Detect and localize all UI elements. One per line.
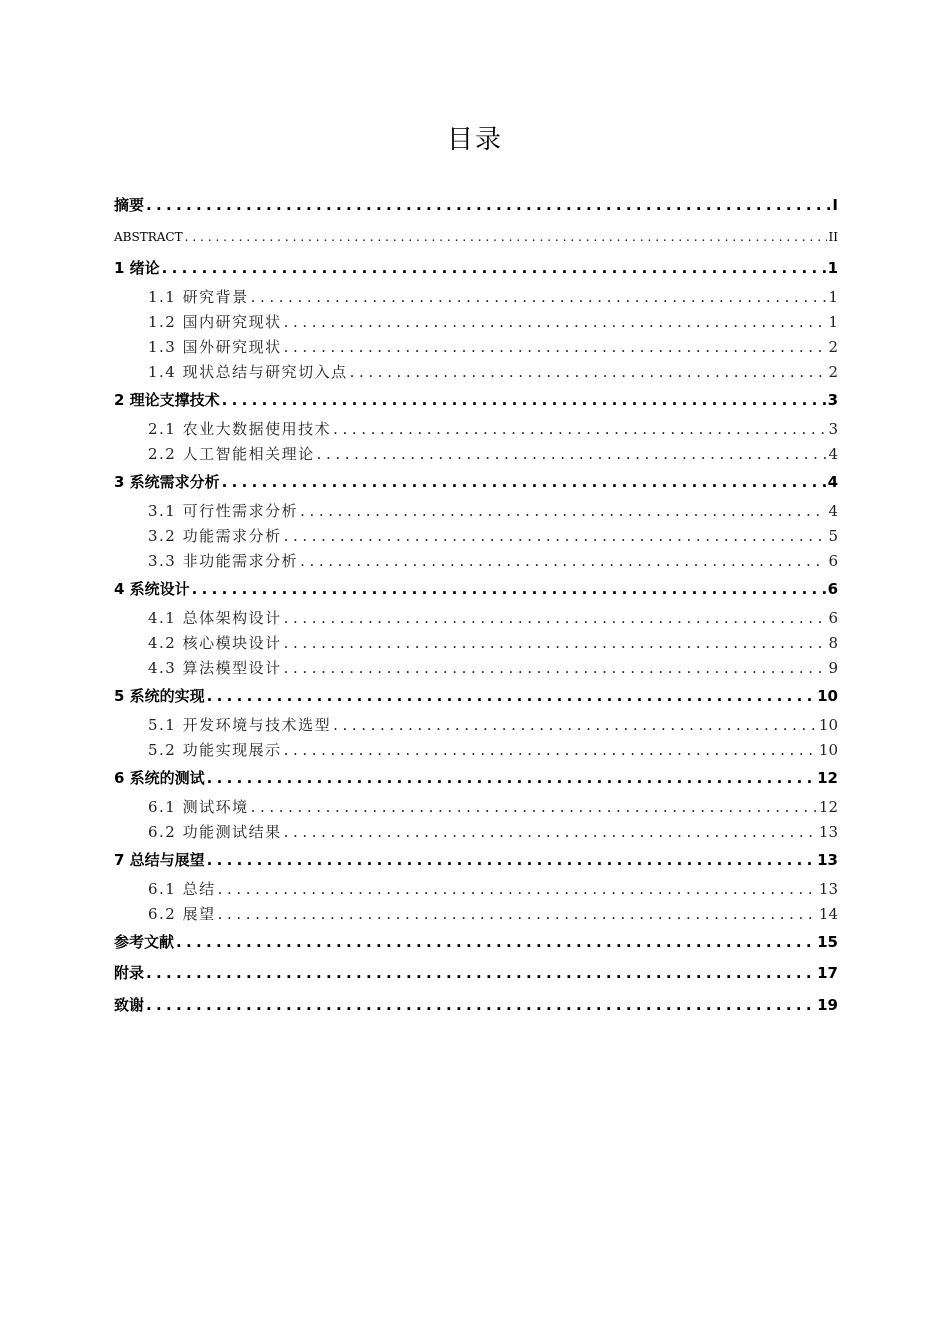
toc-subsection-entry[interactable] <box>114 285 838 310</box>
toc-subsection-entry[interactable] <box>114 442 838 467</box>
toc-subsection-entry[interactable] <box>114 524 838 549</box>
toc-page-number: 4 <box>828 444 838 463</box>
toc-dot-leader <box>284 606 827 631</box>
toc-dot-leader <box>192 574 826 606</box>
toc-page-number: 3 <box>828 419 838 438</box>
toc-page-number: 4 <box>827 473 838 492</box>
toc-page-number: 1 <box>828 312 838 331</box>
toc-page-number: 19 <box>817 995 838 1014</box>
toc-subsection-entry[interactable] <box>114 335 838 360</box>
toc-section-entry[interactable] <box>114 763 838 795</box>
toc-dot-leader <box>146 190 830 222</box>
toc-dot-leader <box>222 385 826 417</box>
toc-entry-label: 5.2 功能实现展示 <box>148 740 282 759</box>
toc-subsection-entry[interactable] <box>114 656 838 681</box>
toc-subsection-entry[interactable] <box>114 713 838 738</box>
toc-dot-leader <box>218 877 817 902</box>
toc-subsection-entry[interactable] <box>114 902 838 927</box>
toc-subsection-entry[interactable] <box>114 820 838 845</box>
toc-entry-label: 3.3 非功能需求分析 <box>148 552 299 570</box>
toc-page-number: 9 <box>828 659 838 678</box>
toc-dot-leader <box>350 360 827 385</box>
toc-dot-leader <box>284 656 827 681</box>
toc-subsection-entry[interactable] <box>114 310 838 335</box>
toc-subsection-entry[interactable] <box>114 738 838 763</box>
toc-entry-label: 6 系统的测试 <box>114 769 205 788</box>
toc-page-number: 12 <box>817 769 838 788</box>
toc-dot-leader <box>185 222 827 254</box>
toc-entry-label: 3.1 可行性需求分析 <box>148 501 299 520</box>
toc-entry-label: 4.2 核心模块设计 <box>148 633 282 652</box>
table-of-contents <box>114 190 838 1021</box>
toc-entry-label: 6.1 测试环境 <box>148 797 249 816</box>
toc-section-entry[interactable] <box>114 927 838 959</box>
toc-entry-label: 3.2 功能需求分析 <box>148 526 282 545</box>
toc-entry-label: 6.2 功能测试结果 <box>148 822 282 841</box>
toc-section-entry[interactable] <box>114 958 838 990</box>
toc-page-number: 13 <box>818 822 838 841</box>
toc-entry-label: 摘要 <box>114 196 145 214</box>
toc-entry-label: 4.1 总体架构设计 <box>148 608 282 627</box>
toc-page-number: 13 <box>818 879 838 898</box>
toc-page-number: 15 <box>817 932 838 951</box>
toc-page-number: 14 <box>818 904 838 923</box>
toc-dot-leader <box>333 713 817 738</box>
toc-subsection-entry[interactable] <box>114 795 838 820</box>
toc-dot-leader <box>284 631 827 656</box>
toc-page-number: 17 <box>817 964 838 983</box>
toc-section-entry[interactable] <box>114 845 838 877</box>
toc-subsection-entry[interactable] <box>114 606 838 631</box>
page-title: 目录 <box>446 125 503 155</box>
toc-entry-label: 2.1 农业大数据使用技术 <box>148 419 332 438</box>
toc-dot-leader <box>207 763 815 795</box>
toc-entry-label: 1.3 国外研究现状 <box>148 337 282 356</box>
toc-dot-leader <box>207 681 815 713</box>
toc-dot-leader <box>333 417 826 442</box>
toc-page-number: 6 <box>827 580 838 599</box>
toc-entry-label: 7 总结与展望 <box>114 851 205 869</box>
toc-page-number: 10 <box>818 715 838 734</box>
toc-entry-label: 2 理论支撑技术 <box>114 391 220 410</box>
toc-entry-label: 1.4 现状总结与研究切入点 <box>148 363 348 382</box>
toc-section-entry[interactable] <box>114 253 838 285</box>
toc-page-number: 6 <box>828 552 838 570</box>
toc-dot-leader <box>284 820 817 845</box>
toc-subsection-entry[interactable] <box>114 877 838 902</box>
toc-dot-leader <box>284 310 827 335</box>
toc-entry-label: 6.2 展望 <box>148 904 216 923</box>
toc-dot-leader <box>284 524 827 549</box>
toc-entry-label: 参考文献 <box>114 932 175 951</box>
toc-entry-label: 1 绪论 <box>114 259 160 277</box>
toc-dot-leader <box>207 845 815 877</box>
toc-entry-label: 5 系统的实现 <box>114 687 205 706</box>
toc-page-number: 2 <box>828 363 838 382</box>
toc-entry-label: ABSTRACT <box>114 229 183 244</box>
toc-subsection-entry[interactable] <box>114 499 838 524</box>
toc-dot-leader <box>317 442 827 467</box>
toc-entry-label: 1.1 研究背景 <box>148 287 249 306</box>
toc-dot-leader <box>251 795 817 820</box>
toc-page-number: 6 <box>828 608 838 627</box>
toc-page-number: 10 <box>818 740 838 759</box>
toc-entry-label: 1.2 国内研究现状 <box>148 312 282 331</box>
toc-section-entry[interactable] <box>114 467 838 499</box>
toc-dot-leader <box>251 285 827 310</box>
toc-dot-leader <box>284 335 827 360</box>
toc-section-entry[interactable] <box>114 385 838 417</box>
toc-entry-label: 致谢 <box>114 995 145 1014</box>
toc-page-number: I <box>832 196 838 214</box>
toc-subsection-entry[interactable] <box>114 360 838 385</box>
toc-page-number: 2 <box>828 337 838 356</box>
toc-dot-leader <box>284 738 817 763</box>
toc-section-entry[interactable] <box>114 574 838 606</box>
toc-section-entry[interactable] <box>114 990 838 1022</box>
toc-page-number: 12 <box>818 797 838 816</box>
toc-entry-label: 5.1 开发环境与技术选型 <box>148 715 332 734</box>
toc-section-entry[interactable] <box>114 222 838 254</box>
toc-dot-leader <box>146 990 815 1022</box>
toc-subsection-entry[interactable] <box>114 549 838 574</box>
toc-dot-leader <box>218 902 817 927</box>
toc-entry-label: 附录 <box>114 964 145 983</box>
toc-entry-label: 3 系统需求分析 <box>114 473 220 492</box>
toc-dot-leader <box>300 549 826 574</box>
toc-page-number: II <box>828 229 838 244</box>
toc-page-number: 4 <box>828 501 838 520</box>
toc-entry-label: 6.1 总结 <box>148 879 216 898</box>
toc-section-entry[interactable] <box>114 681 838 713</box>
toc-page-number: 3 <box>827 391 838 410</box>
toc-page-number: 5 <box>828 526 838 545</box>
toc-subsection-entry[interactable] <box>114 417 838 442</box>
toc-dot-leader <box>146 958 815 990</box>
toc-dot-leader <box>300 499 826 524</box>
toc-entry-label: 4.3 算法模型设计 <box>148 659 282 678</box>
toc-section-entry[interactable] <box>114 190 838 222</box>
toc-page-number: 13 <box>817 851 838 869</box>
toc-dot-leader <box>162 253 826 285</box>
toc-page-number: 1 <box>828 287 838 306</box>
toc-entry-label: 4 系统设计 <box>114 580 190 599</box>
toc-page-number: 8 <box>828 633 838 652</box>
toc-dot-leader <box>176 927 815 959</box>
toc-page-number: 10 <box>817 687 838 706</box>
toc-entry-label: 2.2 人工智能相关理论 <box>148 444 315 463</box>
toc-subsection-entry[interactable] <box>114 631 838 656</box>
toc-page-number: 1 <box>827 259 838 277</box>
toc-dot-leader <box>222 467 826 499</box>
